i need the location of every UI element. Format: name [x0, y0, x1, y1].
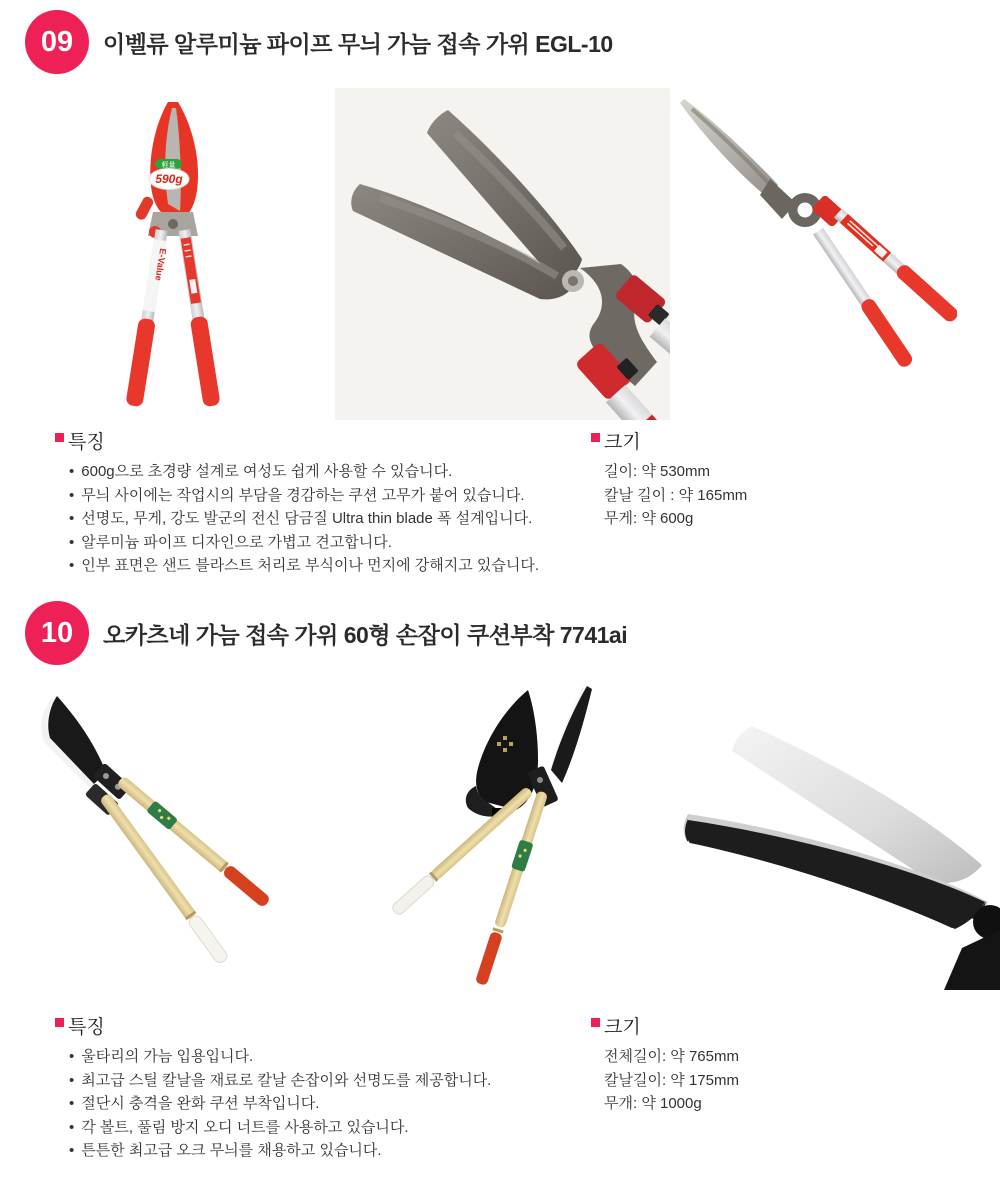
features-heading: 특징 [68, 432, 105, 453]
light-weight-tag-text: 軽量 [161, 162, 176, 169]
product-photo-okatsune-diagonal [0, 680, 305, 1000]
section-title: 이벨류 알루미늄 파이프 무늬 가늠 접속 가위 EGL-10 [103, 30, 613, 57]
section-number-badge [25, 10, 89, 74]
section-10-header [25, 601, 627, 665]
product-photo-evalue-blade-closeup [335, 88, 670, 420]
section-marker [55, 433, 64, 442]
feature-item: • 울타리의 가늠 입용입니다. [69, 1045, 585, 1069]
section-number-badge [25, 601, 89, 665]
section-09-header [25, 10, 613, 74]
section-marker [591, 433, 600, 442]
evalue-shears-upright-illustration [95, 90, 315, 410]
brand-label [511, 839, 534, 872]
feature-item: • 선명도, 무게, 강도 발군의 전신 담금질 Ultra thin blade 폭 설계입니다. [69, 507, 585, 531]
size-item: 칼날 길이 : 약 165mm [604, 486, 748, 504]
product-photo-evalue-upright [95, 90, 315, 410]
feature-item: • 절단시 충격을 완화 쿠션 부착입니다. [69, 1092, 585, 1116]
right-wood-handle [474, 790, 550, 986]
product-photo-evalue-diagonal [672, 85, 957, 405]
okatsune-blade-closeup-illustration [672, 690, 1000, 990]
feature-item: • 알루미늄 파이프 디자인으로 가볍고 견고합니다. [69, 531, 585, 555]
features-heading: 특징 [68, 1017, 105, 1038]
section-marker [55, 1018, 64, 1027]
feature-item: • 인부 표면은 샌드 블라스트 처리로 부식이나 먼지에 강해지고 있습니다. [69, 554, 585, 578]
right-handle [176, 229, 221, 407]
evalue-shears-diagonal-illustration [672, 85, 957, 405]
white-tip [391, 874, 436, 916]
size-list [591, 460, 921, 531]
feature-item: • 600g으로 초경량 설계로 여성도 쉽게 사용할 수 있습니다. [69, 460, 585, 484]
lock-lever [134, 195, 155, 221]
product-photo-okatsune-blade-closeup [672, 690, 1000, 990]
black-blade [551, 686, 592, 783]
feature-item: • 튼튼한 최고급 오크 무늬를 채용하고 있습니다. [69, 1139, 585, 1163]
size-block-09 [591, 432, 921, 531]
feature-item: • 최고급 스틸 칼날을 재료로 칼날 손잡이와 선명도를 제공합니다. [69, 1069, 585, 1093]
red-tip [475, 931, 503, 986]
upper-grip [894, 262, 957, 324]
evalue-blade-closeup-illustration [335, 88, 670, 420]
size-heading: 크기 [604, 1017, 641, 1038]
red-tip [222, 864, 272, 909]
section-marker [591, 1018, 600, 1027]
feature-item: • 무늬 사이에는 작업시의 부담을 경감하는 쿠션 고무가 붙어 있습니다. [69, 484, 585, 508]
left-handle [125, 229, 171, 408]
size-list [591, 1045, 921, 1116]
feature-item: • 각 볼트, 풀림 방지 오디 너트를 사용하고 있습니다. [69, 1116, 585, 1140]
features-block-10 [55, 1017, 585, 1163]
size-item: 무게: 약 600g [604, 510, 694, 527]
features-list [55, 1045, 585, 1163]
okatsune-with-sheath-illustration [380, 680, 665, 1000]
section-title: 오카츠네 가늠 접속 가위 60형 손잡이 쿠션부착 7741ai [103, 621, 628, 648]
okatsune-shears-illustration [0, 680, 305, 1000]
section-number: 09 [40, 25, 74, 58]
features-list [55, 460, 585, 578]
handle-label [181, 237, 201, 304]
white-tip [187, 914, 229, 965]
size-item: 무개: 약 1000g [604, 1095, 702, 1112]
left-grip [125, 318, 156, 408]
size-heading: 크기 [604, 432, 641, 453]
lower-handle [812, 227, 915, 370]
size-item: 전체길이: 약 765mm [604, 1048, 739, 1065]
right-grip [190, 316, 221, 408]
size-item: 칼날길이: 약 175mm [604, 1071, 739, 1089]
size-block-10 [591, 1017, 921, 1116]
size-item: 길이: 약 530mm [604, 463, 710, 480]
upper-handle [833, 207, 957, 324]
brand-text: E-Value [153, 247, 169, 282]
weight-badge-text: 590g [155, 172, 183, 186]
lower-grip [859, 296, 915, 369]
section-number: 10 [40, 616, 74, 649]
features-block-09 [55, 432, 585, 578]
product-photo-okatsune-with-sheath [380, 680, 665, 1000]
